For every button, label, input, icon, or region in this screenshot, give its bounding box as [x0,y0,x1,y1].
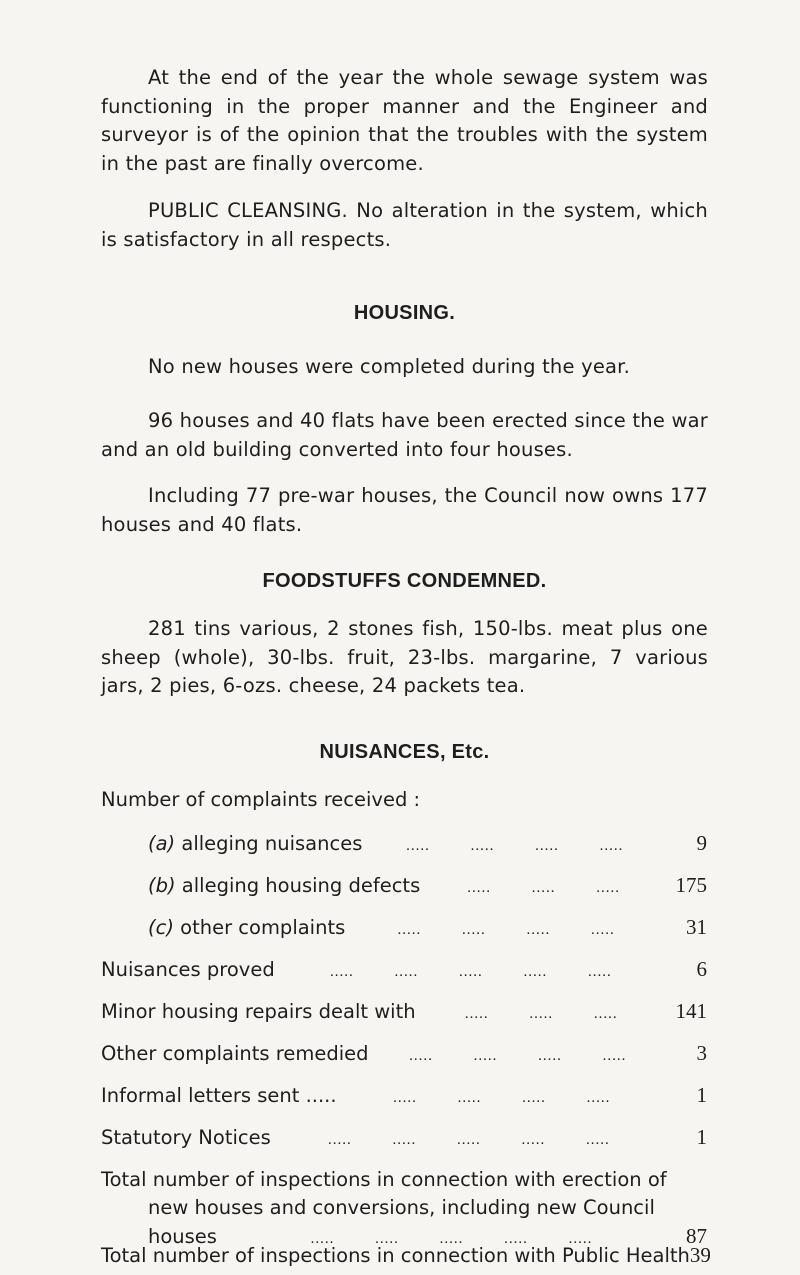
complaint-text: other complaints [180,916,346,939]
leader-dots: ..... ..... ..... ..... [397,922,615,938]
leader-dots: ..... ..... ..... [467,880,620,896]
leader-dots: ..... ..... ..... ..... [393,1090,611,1106]
complaint-text: alleging housing defects [181,874,421,897]
complaints-intro: Number of complaints received : [101,788,421,811]
complaint-value: 31 [686,915,707,939]
nuisance-label: Other complaints remedied [101,1042,369,1065]
nuisance-value: 141 [675,999,707,1023]
nuisance-label: Minor housing repairs dealt with [101,1000,416,1023]
complaint-label [148,832,362,855]
public-cleansing-paragraph: PUBLIC CLEANSING. No alteration in the system, which is satisfactory in all respects. [101,199,708,251]
complaint-letter: (a) [148,832,176,855]
complaint-label [148,874,420,897]
inspections-line-2: new houses and conversions, including new Council [148,1196,655,1219]
leader-dots: ..... ..... ..... ..... [406,838,624,854]
foodstuffs-paragraph: 281 tins various, 2 stones fish, 150-lbs. meat plus one sheep (whole), 30-lbs. fruit, 23-lbs. margarine, 7 various jars, 2 pies, 6-ozs. cheese, 24 packets tea. [101,617,708,697]
complaint-value: 175 [675,873,707,897]
nuisance-row [101,1083,707,1113]
sewage-paragraph: At the end of the year the whole sewage system was functioning in the proper manner and the Engineer and surveyor is of the opinion that the troubles with the system in the past are finally overcome. [101,66,708,175]
nuisance-value: 6 [696,957,707,981]
complaint-row-b [148,873,707,903]
complaint-letter: (c) [148,916,174,939]
nuisance-row [101,1041,707,1071]
housing-paragraph-1: No new houses were completed during the year. [148,355,630,378]
housing-paragraph-3: Including 77 pre-war houses, the Council now owns 177 houses and 40 flats. [101,484,708,536]
nuisance-label: Informal letters sent ..... [101,1084,337,1107]
inspections-new-houses-row [101,1166,707,1253]
leader-dots: ..... ..... ..... ..... ..... [310,1231,593,1247]
leader-dots: ..... ..... ..... [464,1006,618,1022]
housing-heading: HOUSING. [353,302,456,324]
nuisance-row [101,957,707,987]
complaint-row-a [148,831,707,861]
leader-dots: ..... ..... ..... ..... [409,1048,627,1064]
nuisance-value: 1 [696,1083,707,1107]
complaint-letter: (b) [148,874,176,897]
nuisance-value: 3 [696,1041,707,1065]
leader-dots: ..... ..... ..... ..... ..... [328,1132,610,1148]
complaint-value: 9 [696,831,707,855]
inspections-line-1: Total number of inspections in connection with erection of [101,1168,667,1191]
complaint-text: alleging nuisances [181,832,363,855]
leader-dots: ..... ..... ..... ..... ..... [329,964,612,980]
inspections-public-health-value: 39 [689,1243,711,1267]
inspections-line-3-label: houses [148,1225,217,1248]
nuisance-value: 1 [696,1125,707,1149]
inspections-public-health-label: Total number of inspections in connection with Public Health [101,1244,690,1267]
inspections-public-health-row [101,1243,711,1268]
nuisance-label: Statutory Notices [101,1126,271,1149]
nuisance-label: Nuisances proved [101,958,275,981]
inspections-new-value: 87 [686,1224,707,1248]
foodstuffs-heading: FOODSTUFFS CONDEMNED. [262,570,547,592]
complaint-row-c [148,915,707,945]
complaint-label [148,916,345,939]
nuisance-row [101,999,707,1029]
nuisances-heading: NUISANCES, Etc. [319,741,490,763]
nuisance-row [101,1125,707,1155]
housing-paragraph-2: 96 houses and 40 flats have been erected since the war and an old building converted into four houses. [101,409,708,461]
